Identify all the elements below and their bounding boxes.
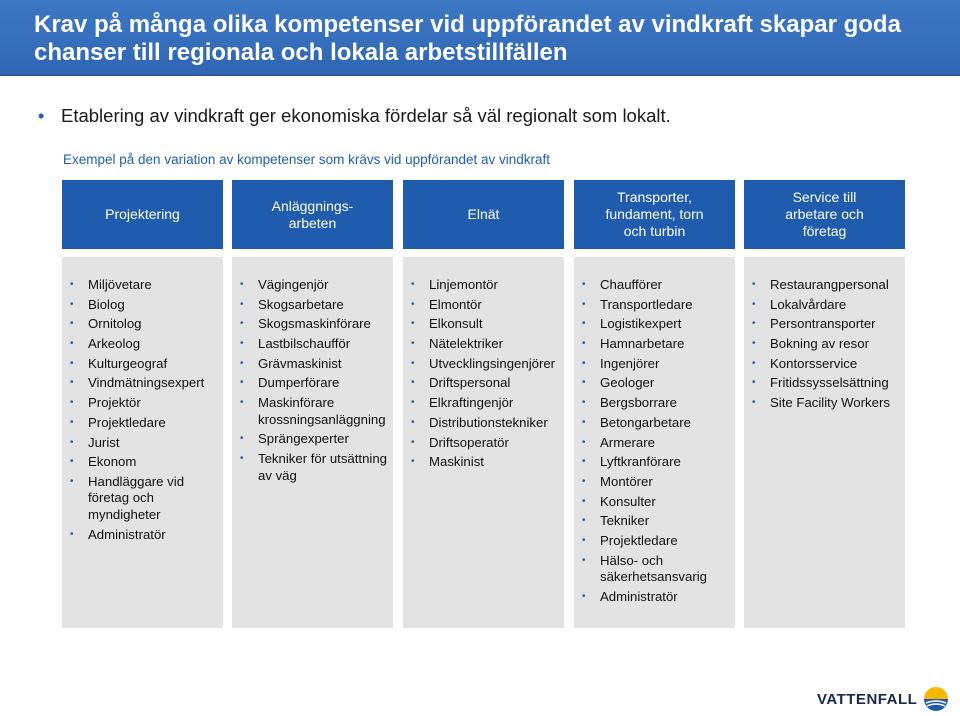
- column-header-label: Anläggnings- arbeten: [271, 197, 354, 231]
- list-item: • Bokning av resor: [752, 336, 904, 353]
- column-header-elnat: [403, 180, 564, 249]
- title-bar: [0, 0, 960, 76]
- list-item: • Kulturgeograf: [70, 356, 222, 373]
- column-list-service: [744, 257, 905, 628]
- list-item: • Restaurangpersonal: [752, 277, 904, 294]
- list-item: • Transportledare: [582, 297, 734, 314]
- list-item: • Logistikexpert: [582, 316, 734, 333]
- list-item: • Persontransporter: [752, 316, 904, 333]
- list-item: • Konsulter: [582, 494, 734, 511]
- list-item: • Administratör: [70, 527, 222, 544]
- list-item: • Projektledare: [70, 415, 222, 432]
- list-item: • Elkonsult: [411, 316, 563, 333]
- list-item: • Projektör: [70, 395, 222, 412]
- list-item: • Skogsmaskinförare: [240, 316, 392, 333]
- vattenfall-logo-icon: [921, 684, 951, 714]
- list-item: • Elkraftingenjör: [411, 395, 563, 412]
- list-item: • Ornitolog: [70, 316, 222, 333]
- list-item: • Biolog: [70, 297, 222, 314]
- column-header-anlaggningsarbeten: [232, 180, 393, 249]
- list-item: • Grävmaskinist: [240, 356, 392, 373]
- list-item: • Utvecklingsingenjörer: [411, 356, 563, 373]
- list-item: • Dumperförare: [240, 375, 392, 392]
- list-item: • Betongarbetare: [582, 415, 734, 432]
- column-list-elnat: [403, 257, 564, 628]
- list-item: • Maskinist: [411, 454, 563, 471]
- list-item: • Lastbilschaufför: [240, 336, 392, 353]
- list-item: • Hälso- och säkerhetsansvarig: [582, 553, 734, 586]
- list-item: • Tekniker: [582, 513, 734, 530]
- list-item: • Arkeolog: [70, 336, 222, 353]
- list-item: • Tekniker för utsättning av väg: [240, 451, 392, 484]
- column-header-label: Service till arbetare och företag: [785, 189, 864, 239]
- column-list-projektering: [62, 257, 223, 628]
- list-item: • Projektledare: [582, 533, 734, 550]
- vattenfall-logo: [817, 684, 951, 714]
- list-item: • Armerare: [582, 435, 734, 452]
- list-item: • Administratör: [582, 589, 734, 606]
- list-item: • Distributionstekniker: [411, 415, 563, 432]
- list-item: • Handläggare vid företag och myndigheter: [70, 474, 222, 524]
- list-item: • Maskinförare krossningsanläggning: [240, 395, 392, 428]
- list-item: • Vägingenjör: [240, 277, 392, 294]
- list-item: • Skogsarbetare: [240, 297, 392, 314]
- column-header-label: Transporter, fundament, torn och turbin: [605, 189, 704, 239]
- list-item: • Lokalvårdare: [752, 297, 904, 314]
- bullet-icon: •: [38, 106, 45, 126]
- list-item: • Elmontör: [411, 297, 563, 314]
- list-item: • Geologer: [582, 375, 734, 392]
- list-item: • Chaufförer: [582, 277, 734, 294]
- list-item: • Site Facility Workers: [752, 395, 904, 412]
- list-item: • Bergsborrare: [582, 395, 734, 412]
- column-header-transporter: [574, 180, 735, 249]
- list-item: • Sprängexperter: [240, 431, 392, 448]
- column-header-projektering: [62, 180, 223, 249]
- list-item: • Miljövetare: [70, 277, 222, 294]
- list-item: • Driftsoperatör: [411, 435, 563, 452]
- column-list-transporter: [574, 257, 735, 628]
- list-item: • Ingenjörer: [582, 356, 734, 373]
- column-header-service: [744, 180, 905, 249]
- list-item: • Nätelektriker: [411, 336, 563, 353]
- list-item: • Fritidssysselsättning: [752, 375, 904, 392]
- list-item: • Linjemontör: [411, 277, 563, 294]
- list-item: • Lyftkranförare: [582, 454, 734, 471]
- list-item: • Hamnarbetare: [582, 336, 734, 353]
- subtitle: Exempel på den variation av kompetenser som krävs vid uppförandet av vindkraft: [63, 152, 551, 167]
- logo-text: VATTENFALL: [817, 690, 918, 708]
- main-bullet-text: Etablering av vindkraft ger ekonomiska fördelar så väl regionalt som lokalt.: [61, 105, 671, 126]
- list-item: • Jurist: [70, 435, 222, 452]
- list-item: • Ekonom: [70, 454, 222, 471]
- list-item: • Vindmätningsexpert: [70, 375, 222, 392]
- column-list-anlaggningsarbeten: [232, 257, 393, 628]
- list-item: • Montörer: [582, 474, 734, 491]
- slide-title: Krav på många olika kompetenser vid uppförandet av vindkraft skapar goda chanser till regionala och lokala arbetstillfällen: [34, 11, 901, 66]
- list-item: • Kontorsservice: [752, 356, 904, 373]
- list-item: • Driftspersonal: [411, 375, 563, 392]
- column-header-label: Elnät: [467, 206, 500, 222]
- column-header-label: Projektering: [105, 206, 180, 222]
